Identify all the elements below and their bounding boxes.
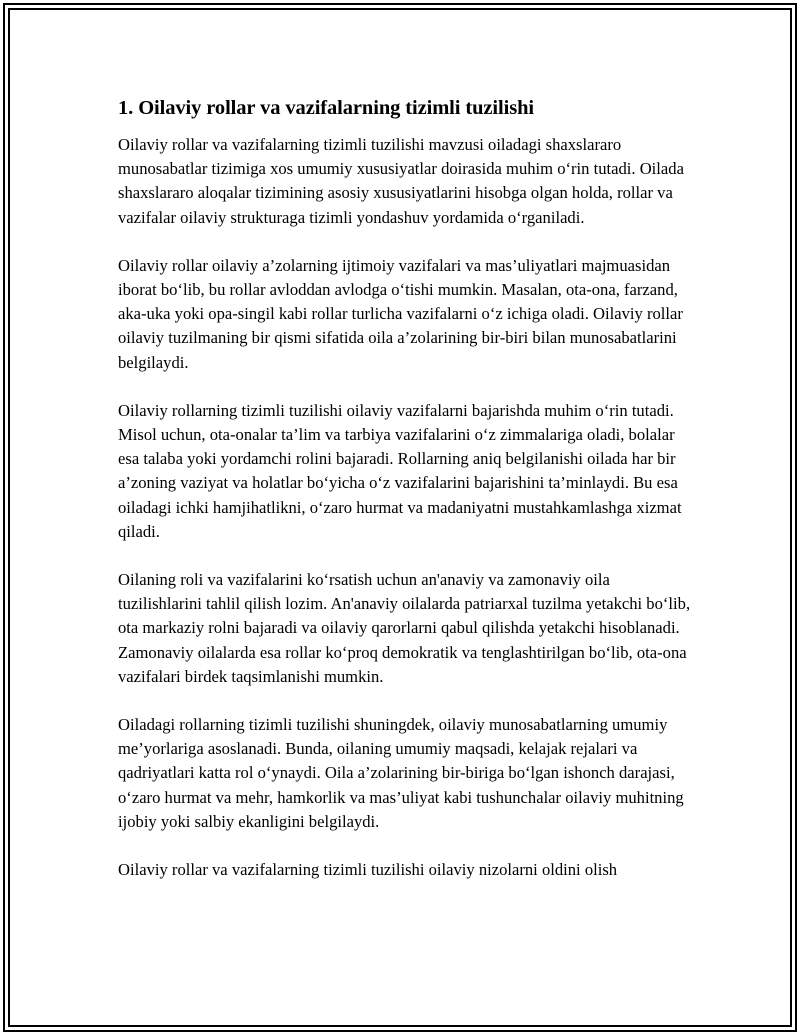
paragraph: Oilaviy rollar oilaviy a’zolarning ijtimoiy vazifalari va mas’uliyatlari majmuasidan iborat bo‘lib, bu rollar avloddan avlodga o‘tishi mumkin. Masalan, ota-ona, farzand, aka-uka yoki opa-singil kabi rollar turlicha vazifalarni o‘z ichiga oladi. Oilaviy rollar oilaviy tuzilmaning bir qismi sifatida oila a’zolarining bir-biri bilan munosabatlarini belgilaydi. (118, 255, 683, 372)
paragraph: Oilaviy rollarning tizimli tuzilishi oilaviy vazifalarni bajarishda muhim o‘rin tutadi. Misol uchun, ota-onalar ta’lim va tarbiya vazifalarini o‘z zimmalariga oladi, bolalar esa talaba yoki yordamchi rolini bajaradi. Rollarning aniq belgilanishi oilada har bir a’zoning vaziyat va holatlar bo‘yicha o‘z vazifalarini bajarishini ta’minlaydi. Bu esa oiladagi ichki hamjihatlikni, o‘zaro hurmat va madaniyatni mustahkamlashga xizmat qiladi. (118, 400, 682, 541)
section-heading: 1. Oilaviy rollar va vazifalarning tizimli tuzilishi (118, 97, 534, 119)
document-body (118, 94, 693, 906)
paragraph: Oiladagi rollarning tizimli tuzilishi shuningdek, oilaviy munosabatlarning umumiy me’yorlariga asoslanadi. Bunda, oilaning umumiy maqsadi, kelajak rejalari va qadriyatlari katta rol o‘ynaydi. Oila a’zolarining bir-biriga bo‘lgan ishonch darajasi, o‘zaro hurmat va mehr, hamkorlik va mas’uliyat kabi tushunchalar oilaviy muhitning ijobiy yoki salbiy ekanligini belgilaydi. (118, 715, 684, 831)
paragraph: Oilaviy rollar va vazifalarning tizimli tuzilishi oilaviy nizolarni oldini olish (118, 860, 618, 880)
paragraph: Oilaning roli va vazifalarini ko‘rsatish uchun an'anaviy va zamonaviy oila tuzilishlarini tahlil qilish lozim. An'anaviy oilalarda patriarxal tuzilma yetakchi bo‘lib, ota markaziy rolni bajaradi va oilaviy qarorlarni qabul qilishda yetakchi hisoblanadi. Zamonaviy oilalarda esa rollar ko‘proq demokratik va tenglashtirilgan bo‘lib, ota-ona vazifalari birdek taqsimlanishi mumkin. (118, 570, 691, 686)
paragraph: Oilaviy rollar va vazifalarning tizimli tuzilishi mavzusi oiladagi shaxslararo munosabatlar tizimiga xos umumiy xususiyatlar doirasida muhim o‘rin tutadi. Oilada shaxslararo aloqalar tizimining asosiy xususiyatlarini hisobga olgan holda, rollar va vazifalar oilaviy strukturaga tizimli yondashuv yordamida o‘rganiladi. (118, 135, 684, 227)
